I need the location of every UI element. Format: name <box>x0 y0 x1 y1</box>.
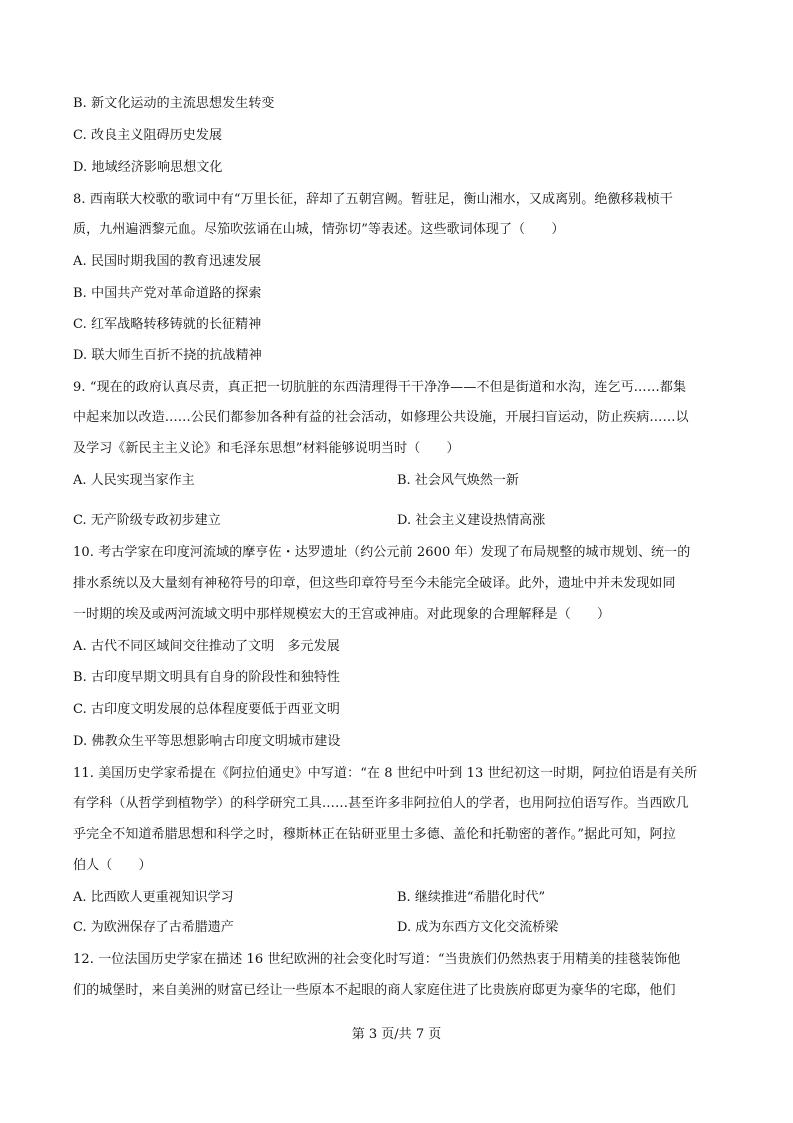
q9-stem-line-1: 9. “现在的政府认真尽责，真正把一切肮脏的东西清理得干干净净——不但是街道和水沟，连乞丐……都集 <box>73 380 687 395</box>
q10-option-c: C. 古印度文明发展的总体程度要低于西亚文明 <box>73 702 340 717</box>
q11-option-c: C. 为欧洲保存了古希腊遗产 <box>73 920 234 935</box>
q11-option-d: D. 成为东西方文化交流桥梁 <box>397 920 559 935</box>
q11-option-b: B. 继续推进“希腊化时代” <box>397 890 546 905</box>
q12-stem-line-1: 12. 一位法国历史学家在描述 16 世纪欧洲的社会变化时写道：“当贵族们仍然热衷于用精美的挂毯装饰他 <box>73 952 681 967</box>
q10-stem-line-1: 10. 考古学家在印度河流域的摩亨佐・达罗遗址（约公元前 2600 年）发现了布局规整的城市规划、统一的 <box>73 545 691 560</box>
q7-option-d: D. 地域经济影响思想文化 <box>73 160 223 175</box>
q8-option-c: C. 红军战略转移铸就的长征精神 <box>73 317 262 332</box>
q11-stem-line-4: 伯人（ ） <box>73 858 152 873</box>
q9-stem-line-3: 及学习《新民主主义论》和毛泽东思想”材料能够说明当时（ ） <box>73 441 460 456</box>
q9-option-d: D. 社会主义建设热情高涨 <box>397 513 546 528</box>
q8-stem-line-2: 质，九州遍洒黎元血。尽笳吹弦诵在山城，情弥切”等表述。这些歌词体现了（ ） <box>73 222 565 237</box>
q7-option-c: C. 改良主义阻碍历史发展 <box>73 128 223 143</box>
q10-option-b: B. 古印度早期文明具有自身的阶段性和独特性 <box>73 670 341 685</box>
q9-option-a: A. 人民实现当家作主 <box>73 473 195 488</box>
q11-option-a: A. 比西欧人更重视知识学习 <box>73 890 234 905</box>
q9-option-c: C. 无产阶级专政初步建立 <box>73 513 221 528</box>
q10-stem-line-3: 一时期的埃及或两河流域文明中那样规模宏大的王宫或神庙。对此现象的合理解释是（ ） <box>73 607 611 622</box>
q11-stem-line-2: 有学科（从哲学到植物学）的科学研究工具……甚至许多非阿拉伯人的学者，也用阿拉伯语写作。当西欧几 <box>73 796 689 811</box>
q8-stem-line-1: 8. 西南联大校歌的歌词中有“万里长征，辞却了五朝宫阙。暂驻足，衡山湘水，又成离别。绝徼移栽桢干 <box>73 192 673 207</box>
q9-option-b: B. 社会风气焕然一新 <box>397 473 519 488</box>
q12-stem-line-2: 们的城堡时，来自美洲的财富已经让一些原本不起眼的商人家庭住进了比贵族府邸更为豪华的宅邸，他们 <box>73 983 676 998</box>
q9-stem-line-2: 中起来加以改造……公民们都参加各种有益的社会活动，如修理公共设施，开展扫盲运动，防止疾病……以 <box>73 410 689 425</box>
q8-option-b: B. 中国共产党对革命道路的探索 <box>73 286 262 301</box>
page-number-footer: 第 3 页/共 7 页 <box>351 1027 442 1042</box>
q10-stem-line-2: 排水系统以及大量刻有神秘符号的印章，但这些印章符号至今未能完全破译。此外，遗址中并未发现如同 <box>73 576 676 591</box>
q11-stem-line-1: 11. 美国历史学家希提在《阿拉伯通史》中写道：“在 8 世纪中叶到 13 世纪初这一时期，阿拉伯语是有关所 <box>73 766 698 781</box>
q7-option-b: B. 新文化运动的主流思想发生转变 <box>73 96 275 111</box>
q10-option-d: D. 佛教众生平等思想影响古印度文明城市建设 <box>73 734 341 749</box>
q8-option-d: D. 联大师生百折不挠的抗战精神 <box>73 348 262 363</box>
q10-option-a: A. 古代不同区域间交往推动了文明 多元发展 <box>73 639 340 654</box>
q11-stem-line-3: 乎完全不知道希腊思想和科学之时，穆斯林正在钻研亚里士多德、盖伦和托勒密的著作。”据此可知，阿拉 <box>73 827 676 842</box>
q8-option-a: A. 民国时期我国的教育迅速发展 <box>73 254 262 269</box>
